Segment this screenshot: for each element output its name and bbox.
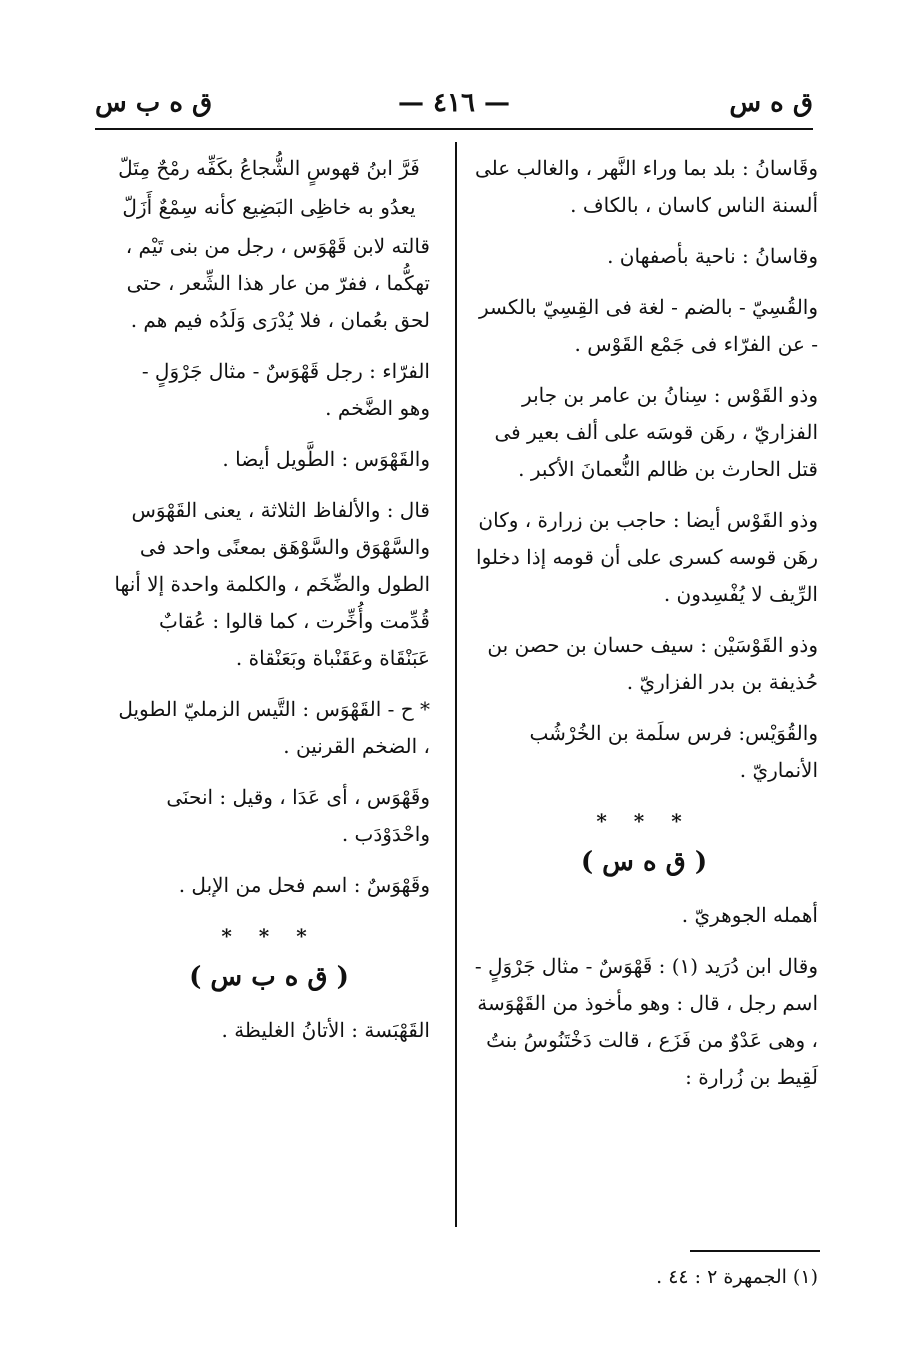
footnote: (١) الجمهرة ٢ : ٤٤ . [656,1266,818,1288]
left-column-paragraph: قال : والألفاظ الثلاثة ، يعنى القَهْوَس والسَّهْوَق والسَّوْهَق بمعنًى واحد فى الطول والضِّخَم ، والكلمة واحدة إلا أنها قُدِّمت وأُخِّرت ، كما قالوا : عُقابٌ عَبَنْقَاة وعَقَنْباة وبَعَنْقاة . [114,498,430,670]
left-column-paragraph: والقَهْوَس : الطَّويل أيضا . [222,447,430,471]
right-column-paragraph: وذو القَوْس أيضا : حاجب بن زرارة ، وكان رهَن قوسه كسرى على أن قومه إذا دخلوا الرِّيف لا يُفْسِدون . [476,508,818,606]
header-root-left: ق ه ب س [95,88,213,118]
page-header [95,88,813,124]
left-column [108,150,430,1063]
right-column-paragraph: وذو القَوْس : سِنانُ بن عامر بن جابر الفزاريّ ، رهَن قوسَه على ألف بعير فى قتل الحارث بن ظالم النُّعمانَ الأكبر . [494,383,818,481]
right-column-paragraph: وقاسانُ : ناحية بأصفهان . [607,244,818,268]
right-column-paragraph: أهمله الجوهريّ . [681,903,818,927]
left-column-paragraph: وقَهْوَس ، أى عَدَا ، وقيل : انحنَى واحْدَوْدَب . [166,785,430,846]
right-column-paragraph: وقَاسانُ : بلد بما وراء النَّهر ، والغالب على ألسنة الناس كاسان ، بالكاف . [474,156,818,217]
left-column-verse-line: يعدُو به خاظِى البَضِيع كأنه سِمْعٌ أَزَلّ [122,195,416,219]
column-separator [455,142,457,1227]
right-column-paragraph: وقال ابن دُرَيد (١) : قَهْوَسٌ - مثال جَرْوَلٍ - اسم رجل ، قال : وهو مأخوذ من القَهْوَسة ، وهى عَدْوٌ من فَزَع ، قالت دَخْتَنُوسُ بنتُ لَقِيط بن زُرارة : [474,954,818,1089]
left-column-section-divider: * * * [221,924,317,948]
right-column-section-heading: ( ق ه س ) [580,847,708,877]
right-column-paragraph: والقُسِيّ - بالضم - لغة فى القِسِيّ بالكسر - عن الفرّاء فى جَمْع القَوْس . [478,295,818,356]
left-column-paragraph: * ح - القَهْوَس : التَّيس الزمليّ الطويل ، الضخم القرنين . [118,697,430,758]
right-column [470,150,818,1110]
right-column-paragraph: وذو القَوْسَيْن : سيف حسان بن حصن بن حُذيفة بن بدر الفزاريّ . [487,633,818,694]
page-number: — ٤١٦ — [397,88,511,118]
left-column-paragraph: القَهْبَسة : الأتانُ الغليظة . [221,1018,430,1042]
left-column-paragraph: الفرّاء : رجل قَهْوَسٌ - مثال جَرْوَلٍ - وهو الضَّخم . [141,359,430,420]
right-column-section-divider: * * * [596,809,692,833]
header-root-right: ق ه س [729,88,813,118]
footnote-rule [690,1250,820,1252]
left-column-verse-line: فَرَّ ابنُ قهوسٍ الشُّجاعُ بكَفِّه رمْحٌ مِتَلّ [118,156,420,180]
left-column-paragraph: قالته لابن قَهْوَس ، رجل من بنى تَيْم ، تهكُّما ، ففرّ من عار هذا الشِّعر ، حتى لحق بعُمان ، فلا يُدْرَى وَلَدُه فيم هم . [125,234,430,332]
left-column-paragraph: وقَهْوَسٌ : اسم فحل من الإبل . [178,873,430,897]
right-column-paragraph: والقُوَيْس: فرس سلَمة بن الخُرْشُب الأنماريّ . [529,721,818,782]
left-column-section-heading: ( ق ه ب س ) [189,962,349,992]
header-rule [95,128,813,130]
